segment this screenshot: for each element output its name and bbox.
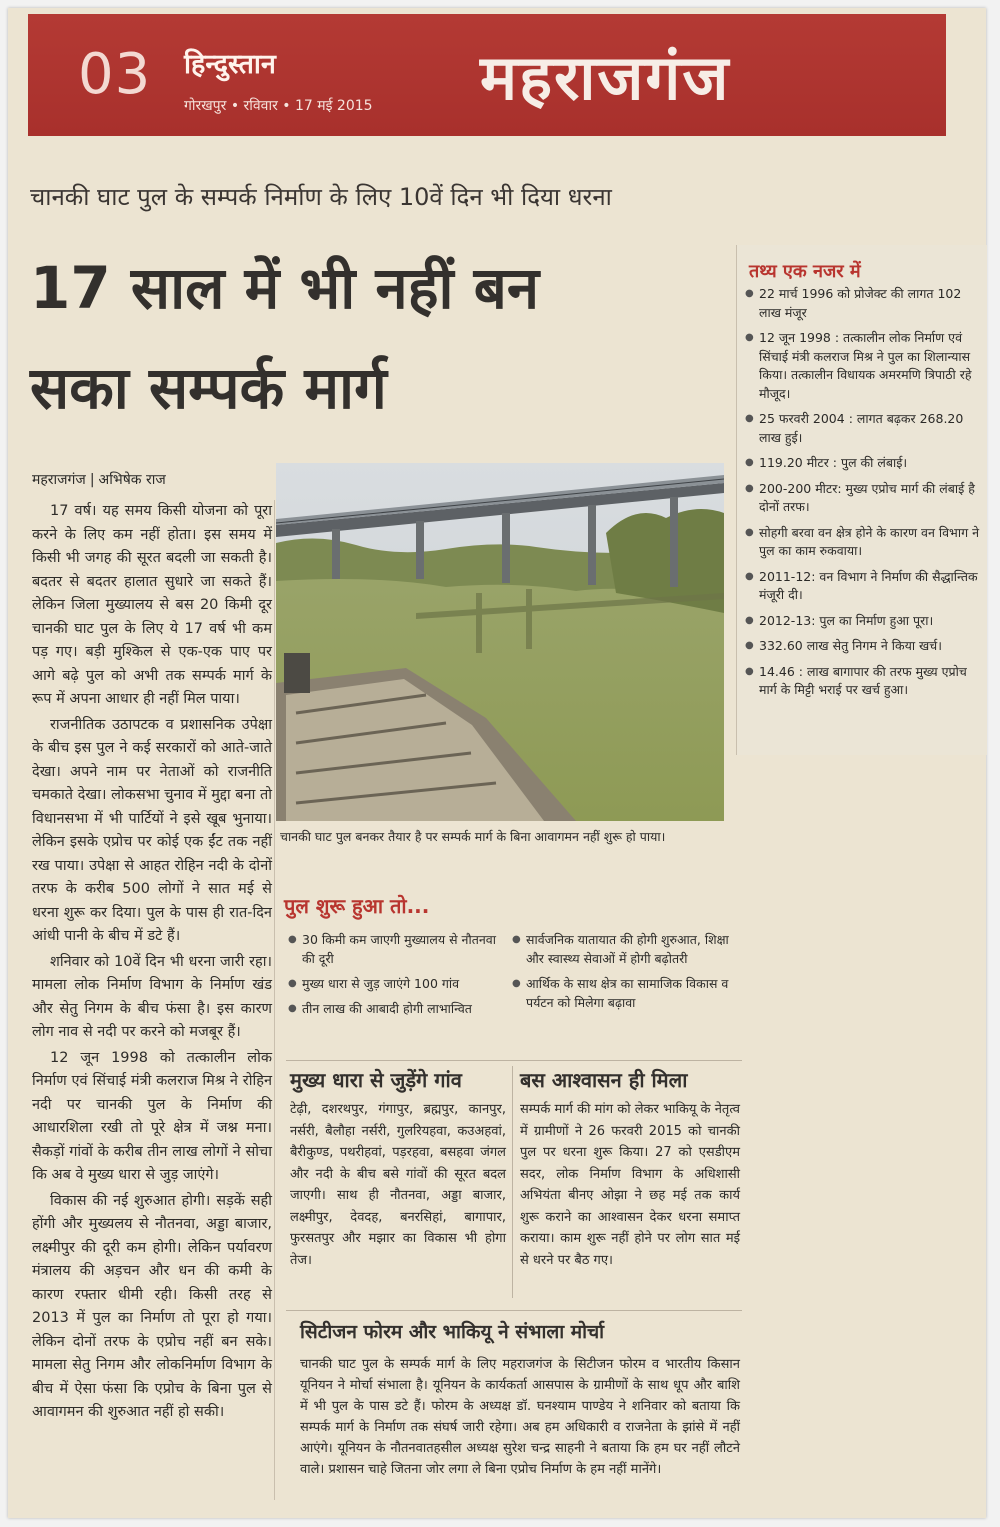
- benefits-list-right: [512, 930, 732, 1018]
- facts-title: तथ्य एक नजर में: [749, 261, 861, 282]
- assurance-body: सम्पर्क मार्ग की मांग को लेकर भाकियू के नेतृत्व में ग्रामीणों ने 26 फरवरी 2015 को चानकी पुल पर धरना शुरू किया। 27 को एसडीएम सदर, लोक निर्माण विभाग के अधिशासी अभियंता बीनए ओझा ने छह मई तक कार्य शुरू कराने का आश्वासन देकर धरना समाप्त कराया। काम शुरू नहीं होने पर लोग सात मई से धरने पर बैठ गए।: [520, 1102, 740, 1268]
- body-paragraph: राजनीतिक उठापटक व प्रशासनिक उपेक्षा के बीच इस पुल ने कई सरकारों को आते-जाते देखा। अपने नाम पर नेताओं को राजनीति चमकाते देखा। लोकसभा चुनाव में मुद्दा बना तो विधानसभा में भी पार्टियों ने इसे खूब भुनाया। लेकिन इसके एप्रोच पर कोई एक ईंट तक नहीं रख पाया। उपेक्षा से आहत रोहिन नदी के दोनों तरफ के करीब 500 लोगों ने सात मई से धरना शुरू कर दिया। पुल के पास ही रात-दिन आंधी पानी के बीच में डटे हैं।: [32, 716, 272, 944]
- villages-body: टेढ़ी, दशरथपुर, गंगापुर, ब्रह्मपुर, कानपुर, नर्सरी, बैलौहा नर्सरी, गुलरियहवा, कउअहवां, बैरीकुण्ड, पथरीहवां, पड़रहवा, बसहवा जंगल और नदी के बीच बसे गांवों की सूरत बदल जाएगी। साथ ही नौतनवा, अड्डा बाजार, लक्ष्मीपुर, देवदह, बनरसिहां, बागापार, फुरसतपुर और मझार का विकास भी होगा तेज।: [290, 1102, 506, 1268]
- if-bridge-starts-title: पुल शुरू हुआ तो...: [284, 894, 430, 918]
- city-name: महराजगंज: [480, 41, 731, 114]
- list-item: ● 2012-13: पुल का निर्माण हुआ पूरा।: [745, 612, 981, 631]
- citizen-forum-box: [300, 1318, 740, 1508]
- facts-box: [736, 245, 987, 755]
- body-paragraph: शनिवार को 10वें दिन भी धरना जारी रहा। मामला लोक निर्माण विभाग के निर्माण खंड और सेतु निगम के बीच फंसा है। इस कारण लोग नाव से नदी पर करने को मजबूर हैं।: [32, 953, 272, 1040]
- list-item: ● सार्वजनिक यातायात की होगी शुरुआत, शिक्षा और स्वास्थ्य सेवाओं में होगी बढ़ोतरी: [512, 930, 732, 968]
- article-headline: [30, 238, 730, 438]
- villages-box: [290, 1066, 506, 1308]
- paper-name: हिन्दुस्तान: [184, 49, 276, 80]
- assurance-box: [520, 1066, 740, 1308]
- article-body: [32, 500, 272, 1500]
- article-kicker: चानकी घाट पुल के सम्पर्क निर्माण के लिए 10वें दिन भी दिया धरना: [30, 183, 612, 211]
- byline-place: महराजगंज: [32, 472, 86, 488]
- photo-caption: चानकी घाट पुल बनकर तैयार है पर सम्पर्क मार्ग के बिना आवागमन नहीं शुरू हो पाया।: [280, 829, 666, 844]
- list-item: ● आर्थिक के साथ क्षेत्र का सामाजिक विकास व पर्यटन को मिलेगा बढ़ावा: [512, 974, 732, 1012]
- list-item: ● 200-200 मीटर: मुख्य एप्रोच मार्ग की लंबाई है दोनों तरफ।: [745, 480, 981, 517]
- page-number: 03: [78, 42, 152, 107]
- list-item: ● 30 किमी कम जाएगी मुख्यालय से नौतनवा की दूरी: [288, 930, 498, 968]
- list-item: ● 332.60 लाख सेतु निगम ने किया खर्च।: [745, 637, 981, 656]
- list-item: ● 12 जून 1998 : तत्कालीन लोक निर्माण एवं सिंचाई मंत्री कलराज मिश्र ने पुल का शिलान्यास किया। तत्कालीन विधायक अमरमणि त्रिपाठी रहे मौजूद।: [745, 329, 981, 403]
- forum-body: चानकी घाट पुल के सम्पर्क मार्ग के लिए महराजगंज के सिटीजन फोरम व भारतीय किसान यूनियन ने मोर्चा संभाला है। यूनियन के कार्यकर्ता आसपास के ग्रामीणों के साथ धूप और बाशि में भी पुल के पास डटे हैं। फोरम के अध्यक्ष डॉ. घनश्याम पाण्डेय ने शनिवार को बताया कि सम्पर्क मार्ग के निर्माण तक संघर्ष जारी रहेगा। अब हम अधिकारी व राजनेता के झांसे में नहीं आएंगे। यूनियन के नौतनवातहसील अध्यक्ष सुरेश चन्द्र साहनी ने बताया कि हम घर नहीं लौटने वाले। प्रशासन चाहे जितना जोर लगा ले बिना एप्रोच निर्माण के हम नहीं मानेंगे।: [300, 1357, 740, 1477]
- list-item: ● 22 मार्च 1996 को प्रोजेक्ट की लागत 102 लाख मंजूर: [745, 285, 981, 322]
- body-paragraph: 17 वर्ष। यह समय किसी योजना को पूरा करने के लिए कम नहीं होता। इस समय में किसी भी जगह की सूरत बदली जा सकती है। बदतर से बदतर हालात सुधारे जा सकते हैं। लेकिन जिला मुख्यालय से बस 20 किमी दूर चानकी घाट पुल के लिए ये 17 वर्ष भी कम पड़ गए। बड़ी मुश्किल से एक-एक पाए पर आगे बढ़े पुल को अभी तक सम्पर्क मार्ग के रूप में अपना आधार ही नहीं मिल पाया।: [32, 503, 272, 707]
- bridge-photo: [276, 463, 724, 821]
- list-item: ● सोहगी बरवा वन क्षेत्र होने के कारण वन विभाग ने पुल का काम रुकवाया।: [745, 524, 981, 561]
- forum-title: सिटीजन फोरम और भाकियू ने संभाला मोर्चा: [300, 1321, 605, 1343]
- list-item: ● तीन लाख की आबादी होगी लाभान्वित: [288, 999, 498, 1018]
- headline-line-1: 17 साल में भी नहीं बन: [30, 254, 540, 322]
- dateline: गोरखपुर • रविवार • 17 मई 2015: [184, 98, 373, 114]
- villages-title: मुख्य धारा से जुड़ेंगे गांव: [290, 1068, 462, 1092]
- byline-author: अभिषेक राज: [98, 472, 166, 488]
- headline-line-2: सका सम्पर्क मार्ग: [30, 354, 387, 422]
- column-divider: [274, 500, 275, 1500]
- body-paragraph: विकास की नई शुरुआत होगी। सड़कें सही होंगी और मुख्यलय से नौतनवा, अड्डा बाजार, लक्ष्मीपुर की दूरी कम होगी। लेकिन पर्यावरण मंत्रालय की अड़चन और धन की कमी के कारण रफ्तार धीमी रही। किसी तरह से 2013 में पुल का निर्माण तो पूरा हो गया। लेकिन दोनों तरफ के एप्रोच नहीं बन सके। मामला सेतु निगम और लोकनिर्माण विभाग के बीच में ऐसा फंसा कि एप्रोच के बिना पुल से आवागमन की शुरुआत नहीं हो सकी।: [32, 1192, 272, 1420]
- body-paragraph: 12 जून 1998 को तत्कालीन लोक निर्माण एवं सिंचाई मंत्री कलराज मिश्र ने रोहिन नदी पर चानकी पुल के निर्माण की आधारशिला रखी तो पूरे क्षेत्र में जश्न मना। सैकड़ों गांवों के करीब तीन लाख लोगों ने सोचा कि अब वे मुख्य धारा से जुड़ जाएंगे।: [32, 1049, 272, 1183]
- list-item: ● 2011-12: वन विभाग ने निर्माण की सैद्धान्तिक मंजूरी दी।: [745, 568, 981, 605]
- list-item: ● 119.20 मीटर : पुल की लंबाई।: [745, 454, 981, 473]
- divider: [286, 1310, 742, 1311]
- benefits-list-left: [288, 930, 498, 1024]
- list-item: ● मुख्य धारा से जुड़ जाएंगे 100 गांव: [288, 974, 498, 993]
- divider: [286, 1060, 742, 1061]
- if-bridge-starts-box: [280, 880, 740, 1058]
- byline: महराजगंज | अभिषेक राज: [32, 472, 166, 488]
- list-item: ● 25 फरवरी 2004 : लागत बढ़कर 268.20 लाख हुई।: [745, 410, 981, 447]
- assurance-title: बस आश्वासन ही मिला: [520, 1068, 688, 1092]
- list-item: ● 14.46 : लाख बागापार की तरफ मुख्य एप्रोच मार्ग के मिट्टी भराई पर खर्च हुआ।: [745, 663, 981, 700]
- divider: [512, 1066, 513, 1298]
- facts-list: [745, 285, 981, 707]
- masthead: [28, 14, 946, 136]
